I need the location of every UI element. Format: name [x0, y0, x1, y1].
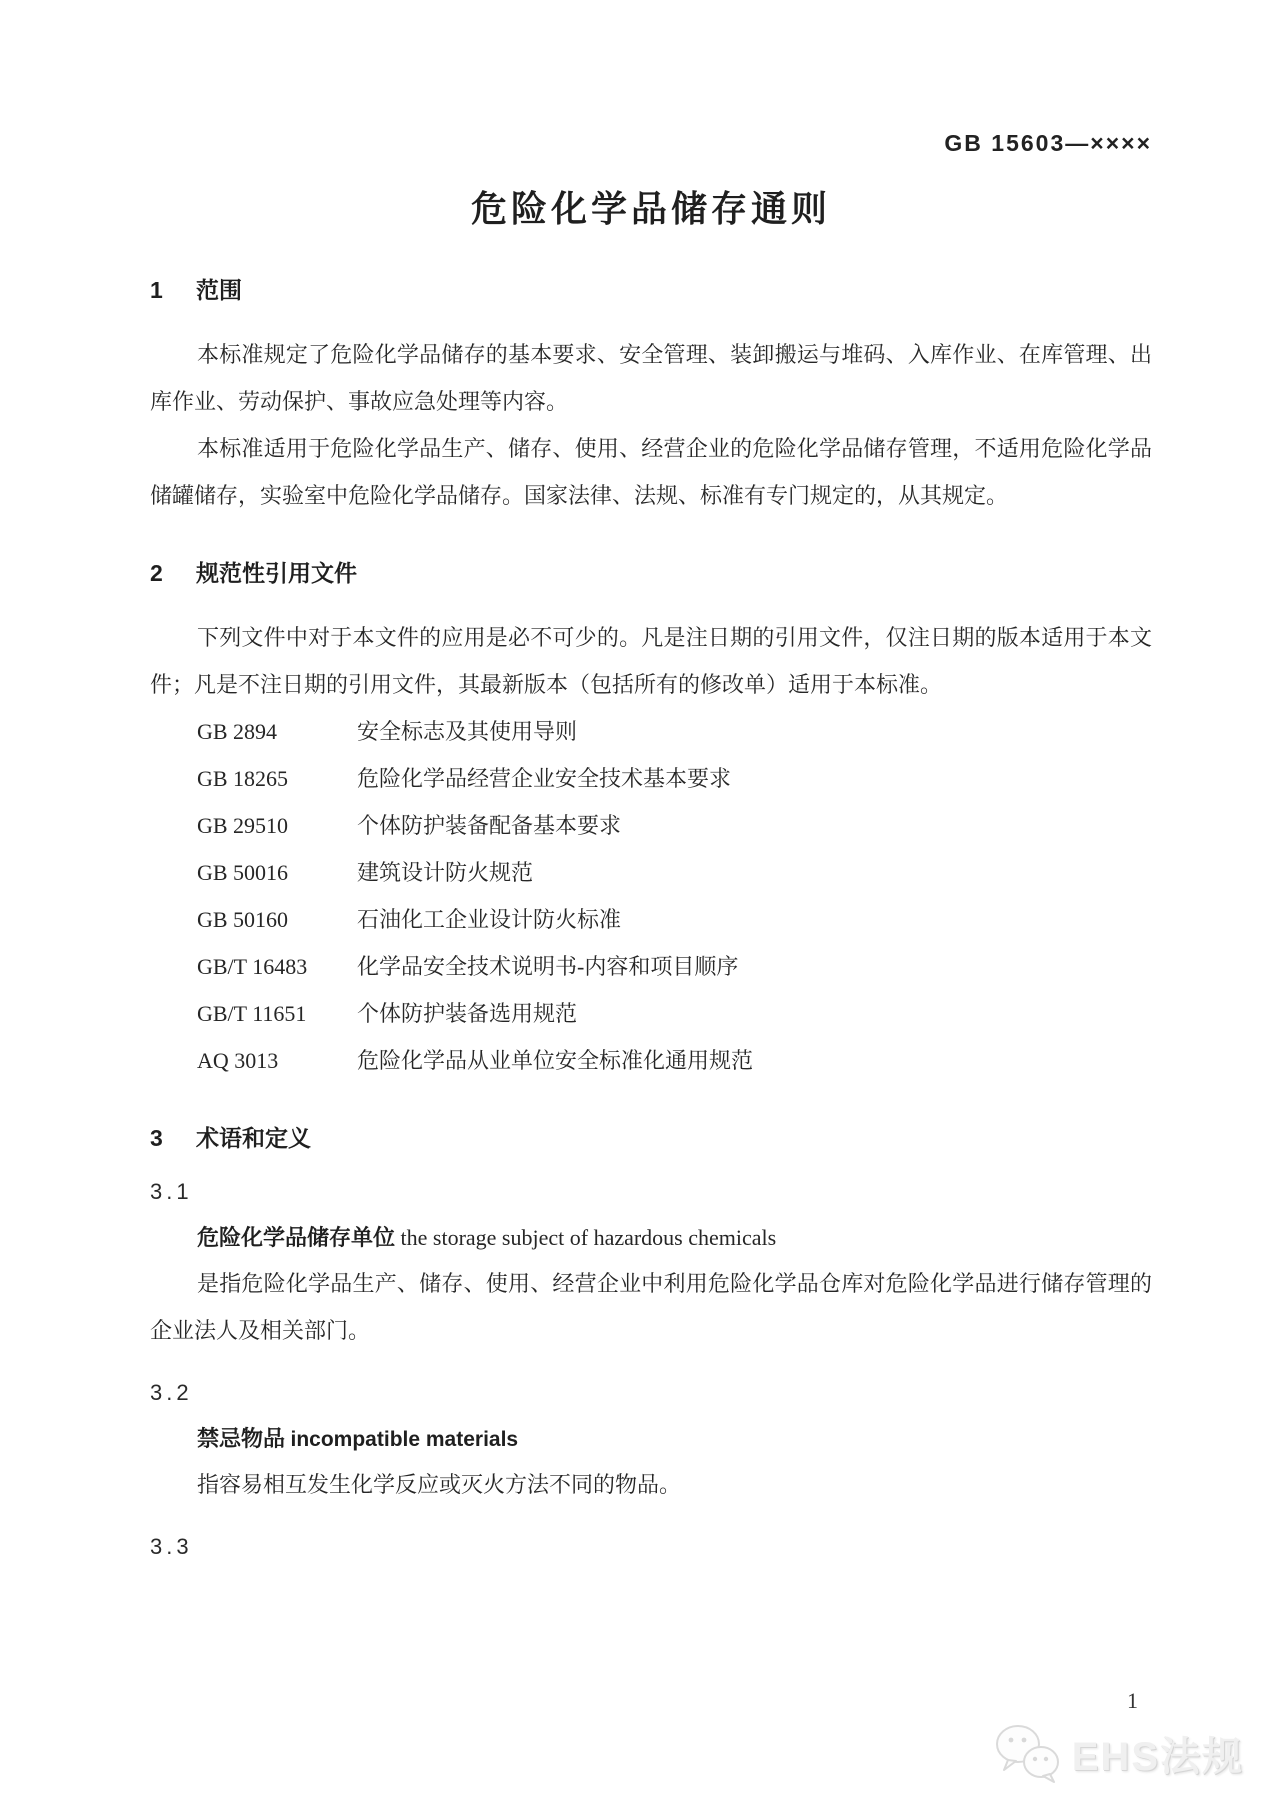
reference-code: GB 50016 [197, 860, 289, 885]
reference-title: 石油化工企业设计防火标准 [357, 907, 622, 932]
watermark-label: EHS法规 [1071, 1734, 1244, 1779]
term-number: 3.3 [150, 1534, 193, 1559]
reference-title: 危险化学品经营企业安全技术基本要求 [357, 766, 732, 791]
reference-title: 建筑设计防火规范 [357, 860, 534, 885]
term-heading [150, 1221, 1152, 1252]
reference-code: GB 18265 [197, 766, 289, 791]
reference-list [150, 708, 1152, 1084]
term-definition: 是指危险化学品生产、储存、使用、经营企业中利用危险化学品仓库对危险化学品进行储存管理的企业法人及相关部门。 [150, 1271, 1152, 1343]
reference-item [150, 802, 1152, 849]
reference-title: 个体防护装备配备基本要求 [357, 813, 622, 838]
reference-code: GB/T 11651 [197, 1001, 307, 1026]
page-number: 1 [1127, 1688, 1138, 1713]
term-zh: 危险化学品储存单位 [197, 1225, 396, 1250]
reference-code: AQ 3013 [197, 1048, 279, 1073]
section-1-number: 1 [150, 277, 163, 303]
section-2-title: 规范性引用文件 [196, 560, 357, 586]
page-title: 危险化学品储存通则 [470, 188, 831, 229]
reference-title: 安全标志及其使用导则 [357, 719, 578, 744]
reference-item [150, 708, 1152, 755]
section-2-number: 2 [150, 560, 163, 586]
reference-code: GB 29510 [197, 813, 289, 838]
term-number: 3.1 [150, 1179, 193, 1204]
reference-item [150, 755, 1152, 802]
reference-item [150, 1037, 1152, 1084]
term-number: 3.2 [150, 1380, 193, 1405]
section-3-heading [150, 1120, 1152, 1153]
reference-title: 化学品安全技术说明书-内容和项目顺序 [357, 954, 739, 979]
section-3-title: 术语和定义 [196, 1125, 311, 1151]
section-3-number: 3 [150, 1125, 163, 1151]
watermark [994, 1722, 1244, 1784]
section-2-heading [150, 555, 1152, 588]
reference-item [150, 849, 1152, 896]
reference-item [150, 896, 1152, 943]
term-zh: 禁忌物品 [197, 1426, 286, 1451]
section-2-intro: 下列文件中对于本文件的应用是必不可少的。凡是注日期的引用文件，仅注日期的版本适用于本文件；凡是不注日期的引用文件，其最新版本（包括所有的修改单）适用于本标准。 [150, 625, 1152, 697]
reference-item [150, 943, 1152, 990]
reference-title: 危险化学品从业单位安全标准化通用规范 [357, 1048, 754, 1073]
reference-item [150, 990, 1152, 1037]
reference-code: GB/T 16483 [197, 954, 308, 979]
reference-code: GB 50160 [197, 907, 289, 932]
term-definition: 指容易相互发生化学反应或灭火方法不同的物品。 [197, 1472, 682, 1497]
term-heading [150, 1422, 1152, 1453]
reference-title: 个体防护装备选用规范 [357, 1001, 578, 1026]
section-1-paragraph: 本标准规定了危险化学品储存的基本要求、安全管理、装卸搬运与堆码、入库作业、在库管理、出库作业、劳动保护、事故应急处理等内容。 [150, 342, 1152, 414]
wechat-icon [994, 1722, 1064, 1784]
section-1-heading [150, 272, 1152, 305]
reference-code: GB 2894 [197, 719, 278, 744]
section-1-title: 范围 [196, 277, 242, 303]
term-en: incompatible materials [290, 1428, 519, 1451]
section-1-paragraph: 本标准适用于危险化学品生产、储存、使用、经营企业的危险化学品储存管理，不适用危险化学品储罐储存，实验室中危险化学品储存。国家法律、法规、标准有专门规定的，从其规定。 [150, 436, 1152, 508]
term-en: the storage subject of hazardous chemicals [400, 1225, 777, 1250]
doc-code: GB 15603—×××× [944, 130, 1152, 156]
